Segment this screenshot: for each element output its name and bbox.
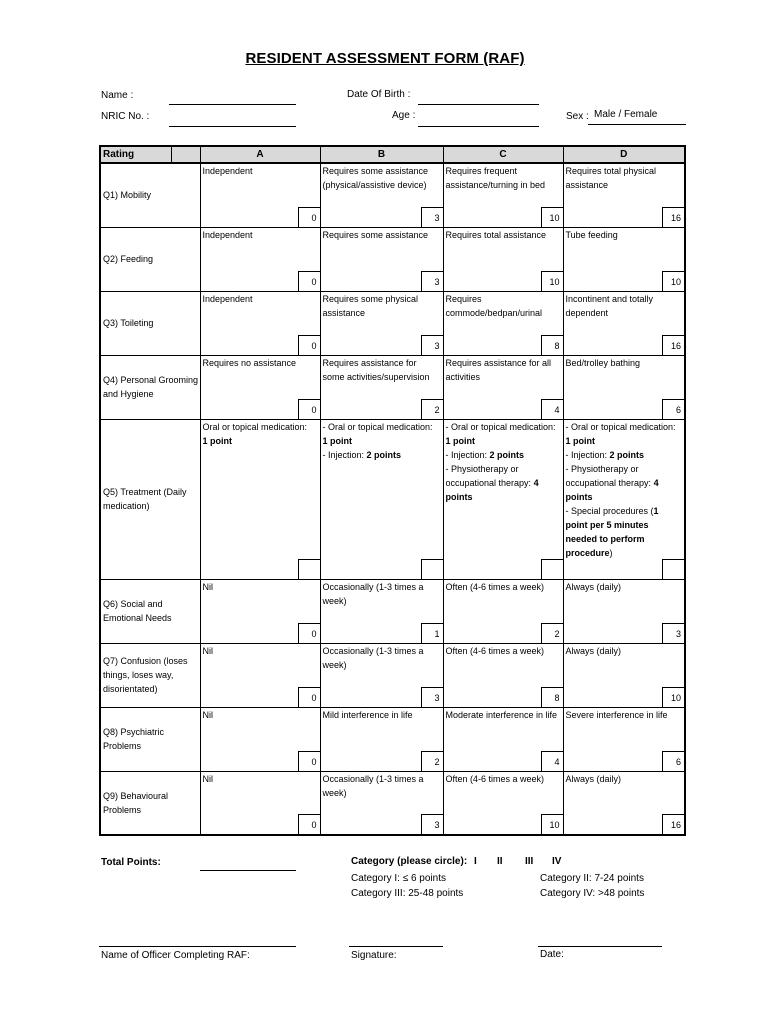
- option-cell[interactable]: Occasionally (1-3 times a week) 3: [320, 771, 443, 835]
- option-cell[interactable]: Severe interference in life 6: [563, 707, 685, 771]
- score-box[interactable]: 0: [298, 623, 320, 643]
- score-box[interactable]: 8: [541, 687, 563, 707]
- option-cell[interactable]: Incontinent and totally dependent 16: [563, 291, 685, 355]
- table-row: [100, 579, 685, 643]
- total-points-label: Total Points:: [101, 857, 161, 868]
- score-box[interactable]: 0: [298, 271, 320, 291]
- table-header-row: [100, 146, 685, 163]
- dob-field[interactable]: [418, 104, 539, 105]
- score-box[interactable]: 3: [421, 814, 443, 834]
- option-cell[interactable]: Requires some assistance (physical/assistive device) 3: [320, 163, 443, 227]
- option-cell[interactable]: Occasionally (1-3 times a week) 1: [320, 579, 443, 643]
- question-label: Q4) Personal Grooming and Hygiene: [100, 355, 200, 419]
- rating-header-spacer: [171, 146, 200, 163]
- score-box[interactable]: 16: [662, 207, 684, 227]
- option-cell[interactable]: - Oral or topical medication: 1 point - Injection: 2 points: [320, 419, 443, 579]
- age-label: Age :: [392, 110, 416, 121]
- sex-label: Sex :: [566, 111, 589, 122]
- nric-field[interactable]: [169, 126, 296, 127]
- option-cell[interactable]: Independent 0: [200, 291, 320, 355]
- category-option-iii[interactable]: III: [525, 856, 534, 867]
- category-option-i[interactable]: I: [474, 856, 477, 867]
- score-box[interactable]: 2: [421, 751, 443, 771]
- question-label: Q2) Feeding: [100, 227, 200, 291]
- category-iii-range: Category III: 25-48 points: [351, 888, 464, 899]
- score-box[interactable]: 10: [662, 687, 684, 707]
- score-box[interactable]: 0: [298, 399, 320, 419]
- option-cell[interactable]: Always (daily) 10: [563, 643, 685, 707]
- table-row: [100, 643, 685, 707]
- score-box[interactable]: 3: [421, 335, 443, 355]
- option-cell[interactable]: Requires assistance for some activities/supervision 2: [320, 355, 443, 419]
- category-option-iv[interactable]: IV: [552, 856, 562, 867]
- question-label: Q6) Social and Emotional Needs: [100, 579, 200, 643]
- form-title: RESIDENT ASSESSMENT FORM (RAF): [245, 50, 525, 67]
- option-cell[interactable]: Mild interference in life 2: [320, 707, 443, 771]
- signature-label: Signature:: [351, 950, 397, 961]
- sex-field[interactable]: [588, 124, 686, 125]
- option-cell[interactable]: - Oral or topical medication: 1 point - Injection: 2 points - Physiotherapy or occupational therapy: 4 points: [443, 419, 563, 579]
- option-cell[interactable]: Requires no assistance 0: [200, 355, 320, 419]
- category-option-ii[interactable]: II: [497, 856, 503, 867]
- option-cell[interactable]: Independent 0: [200, 163, 320, 227]
- rating-header: Rating: [100, 146, 171, 163]
- name-field[interactable]: [169, 104, 296, 105]
- category-iv-range: Category IV: >48 points: [540, 888, 645, 899]
- score-box[interactable]: 0: [298, 814, 320, 834]
- score-box[interactable]: 3: [421, 207, 443, 227]
- score-box[interactable]: 16: [662, 335, 684, 355]
- table-row: [100, 355, 685, 419]
- table-row: [100, 707, 685, 771]
- score-box[interactable]: 4: [541, 399, 563, 419]
- score-box[interactable]: 2: [541, 623, 563, 643]
- score-box[interactable]: 6: [662, 751, 684, 771]
- score-box[interactable]: 3: [421, 687, 443, 707]
- table-row: [100, 227, 685, 291]
- option-cell[interactable]: Requires total assistance 10: [443, 227, 563, 291]
- total-points-field[interactable]: [200, 870, 296, 871]
- score-box[interactable]: 10: [541, 207, 563, 227]
- sex-options[interactable]: Male / Female: [594, 109, 658, 120]
- option-cell[interactable]: Requires total physical assistance 16: [563, 163, 685, 227]
- question-label: Q1) Mobility: [100, 163, 200, 227]
- officer-name-label: Name of Officer Completing RAF:: [101, 950, 250, 961]
- option-cell[interactable]: Always (daily) 16: [563, 771, 685, 835]
- question-label: Q7) Confusion (loses things, loses way, disorientated): [100, 643, 200, 707]
- question-label: Q9) Behavioural Problems: [100, 771, 200, 835]
- score-box[interactable]: 0: [298, 207, 320, 227]
- score-box[interactable]: 3: [662, 623, 684, 643]
- score-box[interactable]: 10: [541, 271, 563, 291]
- option-cell[interactable]: Requires some physical assistance 3: [320, 291, 443, 355]
- question-label: Q3) Toileting: [100, 291, 200, 355]
- nric-label: NRIC No. :: [101, 111, 150, 122]
- option-cell[interactable]: - Oral or topical medication: 1 point - Injection: 2 points - Physiotherapy or occupational therapy: 4 points - Special procedures (1 point per 5 minutes needed to perform procedure): [563, 419, 685, 579]
- score-box[interactable]: 4: [541, 751, 563, 771]
- question-label: Q5) Treatment (Daily medication): [100, 419, 200, 579]
- score-box[interactable]: 8: [541, 335, 563, 355]
- question-label: Q8) Psychiatric Problems: [100, 707, 200, 771]
- table-row: [100, 771, 685, 835]
- score-box[interactable]: 0: [298, 751, 320, 771]
- score-box[interactable]: [421, 559, 443, 579]
- officer-name-field[interactable]: [99, 946, 296, 947]
- score-box[interactable]: 10: [541, 814, 563, 834]
- option-cell[interactable]: Bed/trolley bathing 6: [563, 355, 685, 419]
- table-row-treatment: [100, 419, 685, 579]
- score-box[interactable]: [662, 559, 684, 579]
- option-cell[interactable]: Often (4-6 times a week) 2: [443, 579, 563, 643]
- age-field[interactable]: [418, 126, 539, 127]
- option-cell[interactable]: Occasionally (1-3 times a week) 3: [320, 643, 443, 707]
- option-cell[interactable]: Often (4-6 times a week) 10: [443, 771, 563, 835]
- option-cell[interactable]: Nil 0: [200, 771, 320, 835]
- score-box[interactable]: 3: [421, 271, 443, 291]
- option-cell[interactable]: Nil 0: [200, 643, 320, 707]
- score-box[interactable]: 6: [662, 399, 684, 419]
- option-cell[interactable]: Oral or topical medication: 1 point: [200, 419, 320, 579]
- category-ii-range: Category II: 7-24 points: [540, 873, 644, 884]
- column-a-header: A: [200, 146, 320, 163]
- score-box[interactable]: 0: [298, 335, 320, 355]
- option-cell[interactable]: Requires some assistance 3: [320, 227, 443, 291]
- option-cell[interactable]: Nil 0: [200, 707, 320, 771]
- column-b-header: B: [320, 146, 443, 163]
- category-i-range: Category I: ≤ 6 points: [351, 873, 446, 884]
- score-box[interactable]: 16: [662, 814, 684, 834]
- assessment-table: [99, 145, 686, 836]
- score-box[interactable]: 2: [421, 399, 443, 419]
- score-box[interactable]: 0: [298, 687, 320, 707]
- option-cell[interactable]: Moderate interference in life 4: [443, 707, 563, 771]
- option-cell[interactable]: Always (daily) 3: [563, 579, 685, 643]
- dob-label: Date Of Birth :: [347, 89, 411, 100]
- option-cell[interactable]: Requires frequent assistance/turning in bed 10: [443, 163, 563, 227]
- option-cell[interactable]: Requires commode/bedpan/urinal 8: [443, 291, 563, 355]
- category-label: Category (please circle):: [351, 856, 468, 867]
- score-box[interactable]: 10: [662, 271, 684, 291]
- table-row: [100, 291, 685, 355]
- option-cell[interactable]: Nil 0: [200, 579, 320, 643]
- column-c-header: C: [443, 146, 563, 163]
- option-cell[interactable]: Requires assistance for all activities 4: [443, 355, 563, 419]
- table-row: [100, 163, 685, 227]
- score-box[interactable]: [541, 559, 563, 579]
- name-label: Name :: [101, 90, 134, 101]
- date-label: Date:: [540, 949, 564, 960]
- option-cell[interactable]: Often (4-6 times a week) 8: [443, 643, 563, 707]
- score-box[interactable]: 1: [421, 623, 443, 643]
- option-cell[interactable]: Tube feeding 10: [563, 227, 685, 291]
- column-d-header: D: [563, 146, 685, 163]
- option-cell[interactable]: Independent 0: [200, 227, 320, 291]
- date-field[interactable]: [538, 946, 662, 947]
- signature-field[interactable]: [349, 946, 443, 947]
- score-box[interactable]: [298, 559, 320, 579]
